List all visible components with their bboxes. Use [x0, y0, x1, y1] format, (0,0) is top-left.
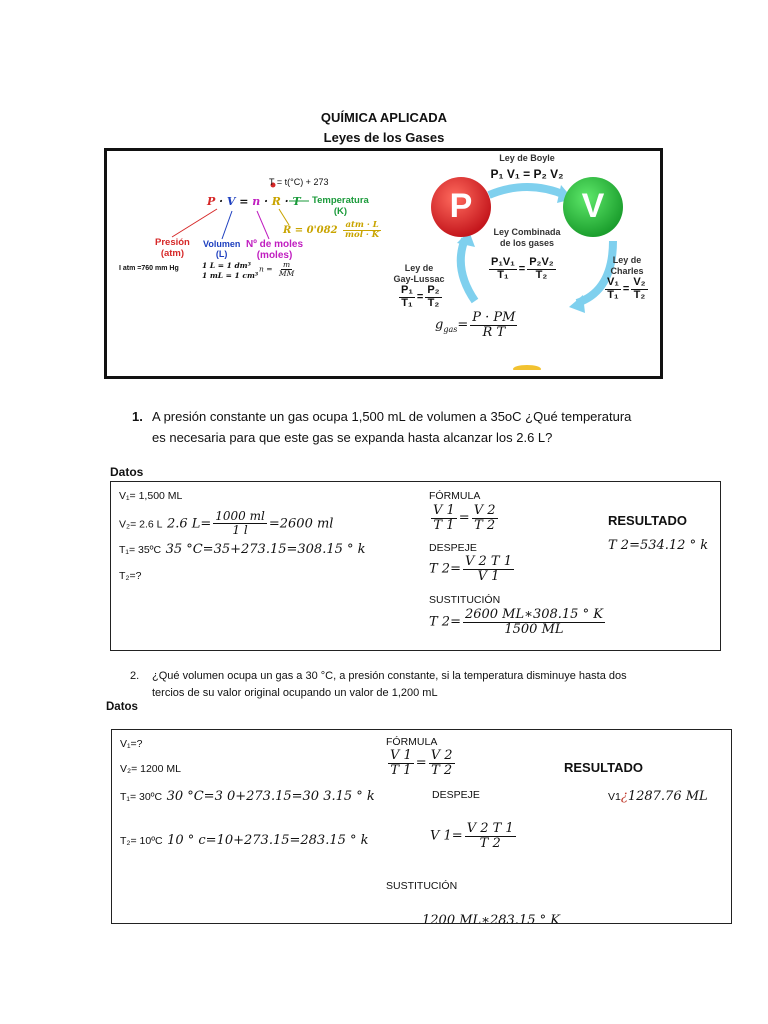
n-eq: n =: [259, 264, 273, 274]
eq-dot3: ·: [284, 195, 289, 208]
p2-formula-label: FÓRMULA: [386, 736, 438, 748]
p1-s-num: 2600 ML∗308.15 ° K: [464, 607, 603, 622]
vol-eq-1: 1 L = 1 dm³: [202, 261, 251, 270]
gay-lussac-title: [389, 263, 449, 285]
p2-d-lhs: V 1=: [430, 828, 463, 844]
gay-num-2: P₂: [427, 284, 440, 296]
charles-equation: $\frac{\text{V₁}}{\text{T₁}}$ = $\frac{\text{V₂}}{\text{T₂}}$: [607, 276, 646, 301]
eq-p: P: [207, 195, 216, 208]
p2-resultado-prefix: V1: [608, 791, 621, 803]
p2-despeje-label: DESPEJE: [432, 789, 480, 801]
volumen-label: [203, 239, 240, 259]
eq-n: n: [252, 195, 261, 208]
p2-resultado-label: RESULTADO: [564, 760, 643, 775]
combined-den-right: T₂: [535, 268, 548, 281]
p1-t1-expr: 35 °C=35+273.15=308.15 ° k: [165, 542, 366, 557]
p1-despeje-label: DESPEJE: [429, 542, 477, 554]
eq-dot2: ·: [264, 195, 268, 208]
r-units-den: mol · K: [345, 229, 380, 240]
volumen-unit: (L): [215, 249, 228, 259]
problem1-line1: A presión constante un gas ocupa 1,500 mL de volumen a 35oC ¿Qué temperatura: [152, 409, 632, 424]
problem2-line2: tercios de su valor original ocupando un valor de 1,200 mL: [152, 687, 438, 699]
p-circle-letter: P: [449, 187, 473, 225]
eq-dot1: ·: [219, 195, 223, 208]
eq-t: T: [292, 195, 301, 208]
problem2-number: 2.: [130, 670, 140, 682]
problem1-datos-box: [110, 481, 721, 651]
p2-sustitucion-label: SUSTITUCIÓN: [386, 880, 458, 892]
n-den: MM: [278, 268, 295, 278]
eq-equals: =: [239, 195, 249, 208]
combined-num-right: P₂V₂: [529, 256, 554, 268]
problem1-statement: [152, 406, 712, 448]
p1-sustitucion-label: SUSTITUCIÓN: [429, 594, 501, 606]
gay-title-1: Ley de: [404, 263, 434, 273]
p2-formula: $\frac{V 1}{T 1}$ = $\frac{V 2}{T 2}$: [390, 748, 453, 778]
p1-resultado: T 2=534.12 ° k: [608, 538, 709, 553]
gay-num-1: P₁: [401, 284, 413, 296]
p1-f-num1: V 1: [433, 503, 455, 518]
gay-lussac-equation: $\frac{\text{P₁}}{\text{T₁}}$ = $\frac{\text{P₂}}{\text{T₂}}$: [401, 284, 440, 309]
gay-den-2: T₂: [427, 296, 440, 309]
p2-t2-expr: 10 ° c=10+273.15=283.15 ° k: [167, 833, 369, 848]
moles-text: Nº de moles: [246, 239, 304, 250]
p1-d-den: V 1: [477, 568, 500, 584]
combined-right-frac: [527, 257, 555, 281]
gay-den-1: T₁: [401, 296, 413, 309]
p1-f-den2: T 2: [474, 517, 496, 533]
charles-frac-1: [605, 277, 621, 301]
charles-title: [599, 255, 655, 277]
density-num: P · PM: [472, 310, 516, 325]
volumen-text: Volumen: [203, 239, 241, 249]
temperatura-text: Temperatura: [312, 195, 369, 206]
p1-v1: V₁= 1,500 ML: [119, 490, 183, 502]
p2-t1-row: [120, 787, 375, 805]
p2-f-num2: V 2: [430, 748, 453, 763]
problem2-line1: ¿Qué volumen ocupa un gas a 30 °C, a presión constante, si la temperatura disminuye hasta dos: [152, 670, 627, 682]
charles-frac-2: [631, 277, 647, 301]
p1-s-lhs: T 2=: [429, 614, 461, 630]
p2-d-den: T 2: [479, 835, 501, 851]
p2-d-frac: [465, 822, 516, 850]
presion-text: Presión: [155, 237, 190, 248]
gas-density-equation: $g_{gas}=$ $\frac{P \cdot PM}{\text{R T}}$: [435, 310, 516, 340]
eq-r: R: [271, 195, 281, 208]
p1-f-num2: V 2: [473, 503, 496, 518]
p1-v2-den: 1 l: [232, 522, 248, 537]
temperatura-label: [312, 195, 369, 217]
problem1-datos-label: Datos: [110, 465, 144, 479]
combined-den-left: T₁: [497, 268, 509, 281]
presion-label: [155, 237, 190, 259]
n-num: m: [283, 260, 291, 269]
density-sub: gas: [443, 325, 458, 335]
v-circle-letter: V: [581, 187, 605, 225]
p1-v2-frac: [213, 510, 267, 536]
p2-despeje: [430, 822, 518, 850]
p2-resultado: 1287.76 ML: [627, 789, 708, 804]
document-title: QUÍMICA APLICADA: [320, 110, 448, 125]
combined-law-title: [477, 227, 577, 249]
charles-title-1: Ley de: [612, 255, 642, 265]
p1-t1-label: T₁= 35ºC: [119, 544, 162, 556]
moles-unit: (moles): [256, 250, 293, 261]
p2-v1: V₁=?: [120, 738, 143, 750]
combined-law-equation: [487, 257, 558, 281]
p2-sustitucion-cut: 1200 ML∗283.15 ° K: [422, 913, 560, 924]
r-value: R = 0'082: [283, 224, 338, 236]
p1-v2-rhs: =2600 ml: [268, 516, 334, 532]
p1-t2: T₂=?: [119, 570, 142, 582]
p1-formula-label: FÓRMULA: [429, 490, 481, 502]
p1-f-den1: T 1: [433, 517, 455, 533]
p1-formula: $\frac{V 1}{T 1}$ = $\frac{V 2}{T 2}$: [433, 503, 496, 533]
combined-equals: =: [518, 262, 526, 275]
problem1-line2: es necesaria para que este gas se expanda hasta alcanzar los 2.6 L?: [152, 430, 553, 445]
atm-equivalence: I atm =760 mm Hg: [119, 265, 179, 272]
p1-d-frac: [463, 555, 514, 583]
p1-v2-row: [119, 510, 333, 536]
p1-f-frac2: [472, 504, 498, 532]
moles-label: [246, 239, 303, 261]
gay-title-2: Gay-Lussac: [393, 274, 445, 284]
gay-frac-1: [399, 285, 415, 309]
charles-den-2: T₂: [633, 288, 646, 301]
p2-f-frac2: [429, 749, 455, 777]
p1-s-frac: [463, 608, 605, 636]
p2-f-num1: V 1: [390, 748, 412, 763]
presion-unit: (atm): [160, 248, 185, 259]
problem1-number: 1.: [132, 409, 143, 424]
n-frac: [277, 261, 296, 278]
temperatura-unit: (K): [333, 206, 348, 217]
r-constant: [283, 221, 383, 240]
p1-d-lhs: T 2=: [429, 561, 461, 577]
gas-laws-figure: [104, 148, 663, 379]
p1-d-num: V 2 T 1: [464, 554, 512, 569]
eq-v: V: [226, 195, 236, 208]
p1-v2-num: 1000 ml: [215, 509, 265, 523]
boyle-title: Ley de Boyle: [499, 153, 555, 163]
moles-formula: [259, 261, 298, 278]
r-units-num: atm · L: [345, 220, 379, 230]
p2-t1-label: T₁= 30ºC: [120, 791, 163, 803]
p1-t1-row: [119, 540, 366, 558]
p2-f-den2: T 2: [431, 762, 453, 778]
combined-title-2: de los gases: [499, 238, 555, 248]
charles-num-1: V₁: [607, 276, 619, 288]
p2-d-num: V 2 T 1: [466, 821, 514, 836]
combined-title-1: Ley Combinada: [493, 227, 561, 237]
vol-eq-2: 1 mL = 1 cm³: [202, 271, 259, 280]
p1-s-den: 1500 ML: [504, 621, 564, 637]
problem2-datos-box: [111, 729, 732, 924]
volume-equivalences: [202, 261, 258, 281]
combined-num-left: P₁V₁: [491, 256, 515, 268]
p1-despeje: [429, 555, 516, 583]
p2-t2-label: T₂= 10ºC: [120, 835, 163, 847]
charles-den-1: T₁: [607, 288, 619, 301]
r-units: [343, 221, 381, 240]
p2-resultado-glyph: ¿: [620, 789, 628, 804]
p1-v2-lhs: 2.6 L=: [166, 516, 212, 532]
boyle-equation: P₁ V₁ = P₂ V₂: [490, 167, 564, 181]
charles-title-2: Charles: [610, 266, 644, 276]
p2-resultado-row: [608, 787, 708, 805]
charles-num-2: V₂: [633, 276, 646, 288]
gay-frac-2: [425, 285, 441, 309]
p1-v2-label: V₂= 2.6 L: [119, 518, 163, 531]
p2-v2: V₂= 1200 ML: [120, 763, 181, 775]
density-den: R T: [482, 324, 506, 340]
combined-left-frac: [489, 257, 517, 281]
document-subtitle: Leyes de los Gases: [323, 130, 445, 145]
p2-t1-expr: 30 °C=3 0+273.15=30 3.15 ° k: [166, 789, 375, 804]
density-lhs: g: [435, 317, 444, 333]
p2-t2-row: [120, 831, 369, 849]
problem2-statement: [152, 668, 712, 702]
ideal-gas-equation: [207, 195, 301, 208]
p2-f-den1: T 1: [390, 762, 412, 778]
p1-sustitucion: [429, 608, 607, 636]
p2-f-frac1: [388, 749, 414, 777]
problem2-datos-label: Datos: [106, 701, 138, 713]
density-frac: [470, 311, 517, 339]
kelvin-conversion: T = t(°C) + 273: [269, 177, 329, 187]
p1-f-frac1: [431, 504, 457, 532]
p1-resultado-label: RESULTADO: [608, 513, 687, 528]
